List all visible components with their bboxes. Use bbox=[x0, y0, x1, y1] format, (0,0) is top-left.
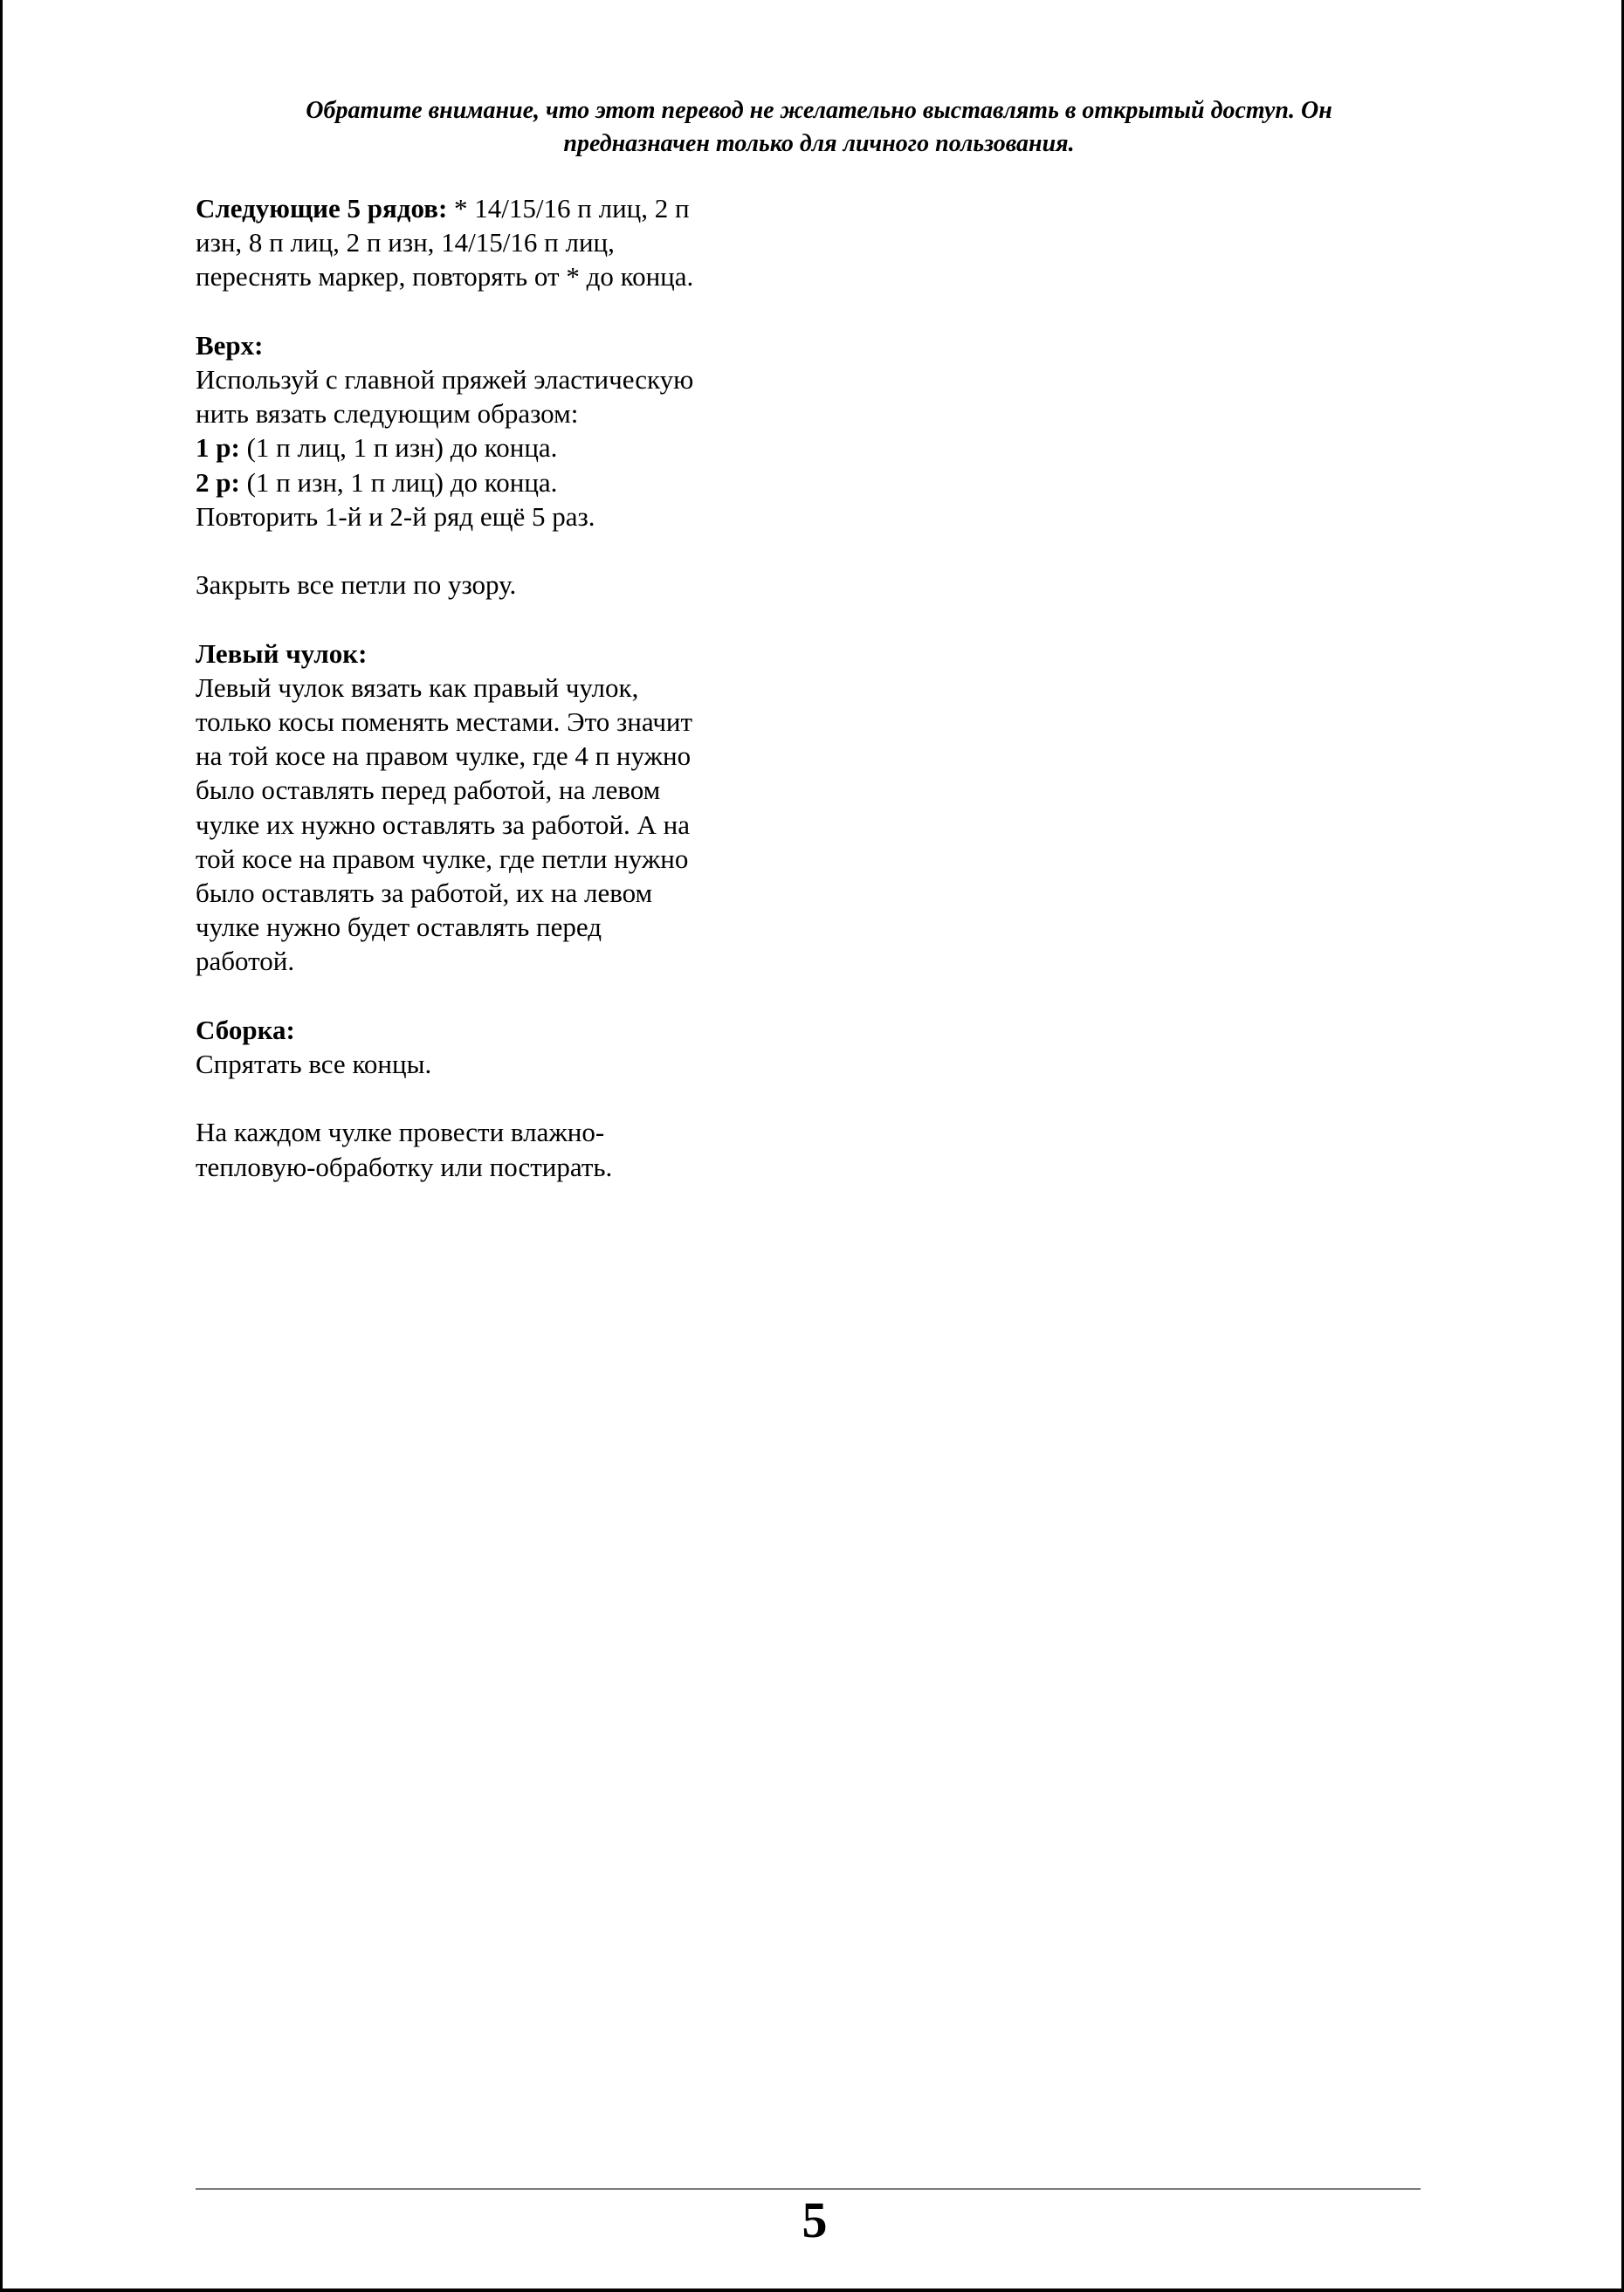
next-rows-text-1: * 14/15/16 п лиц, 2 п bbox=[447, 193, 690, 224]
assembly-heading: Сборка: bbox=[196, 1014, 295, 1045]
top-row-1 bbox=[196, 430, 772, 465]
left-sock-line: чулке их нужно оставлять за работой. А на bbox=[196, 809, 690, 840]
assembly-section bbox=[196, 1013, 772, 1081]
left-sock-section bbox=[196, 637, 772, 979]
next-rows-line-3: переснять маркер, повторять от * до конца. bbox=[196, 261, 694, 293]
left-sock-line: работой. bbox=[196, 946, 295, 977]
bind-off-section bbox=[196, 568, 772, 602]
left-sock-line: только косы поменять местами. Это значит bbox=[196, 706, 693, 737]
top-row-1-label: 1 р: bbox=[196, 432, 240, 464]
left-sock-line: на той косе на правом чулке, где 4 п нужно bbox=[196, 740, 692, 772]
finishing-line-1: На каждом чулке провести влажно- bbox=[196, 1117, 605, 1148]
next-rows-label: Следующие 5 рядов: bbox=[196, 193, 448, 224]
next-rows-line-2: изн, 8 п лиц, 2 п изн, 14/15/16 п лиц, bbox=[196, 227, 615, 258]
left-sock-line: было оставлять за работой, их на левом bbox=[196, 878, 653, 909]
pattern-content bbox=[196, 191, 772, 1218]
privacy-notice-line-2: предназначен только для личного пользования. bbox=[563, 130, 1075, 157]
bind-off-text: Закрыть все петли по узору. bbox=[196, 569, 517, 601]
top-row-2-text: (1 п изн, 1 п лиц) до конца. bbox=[239, 466, 558, 498]
left-sock-line: Левый чулок вязать как правый чулок, bbox=[196, 671, 639, 703]
next-rows-section bbox=[196, 191, 772, 294]
left-sock-line: той косе на правом чулке, где петли нужно bbox=[196, 843, 689, 874]
finishing-line-2: тепловую-обработку или постирать. bbox=[196, 1151, 613, 1182]
left-sock-line: было оставлять перед работой, на левом bbox=[196, 774, 661, 806]
top-row-2 bbox=[196, 465, 772, 499]
next-rows-line-1 bbox=[196, 191, 772, 225]
finishing-section bbox=[196, 1115, 772, 1183]
top-line-1: Используй с главной пряжей эластическую bbox=[196, 364, 694, 395]
left-sock-line: чулке нужно будет оставлять перед bbox=[196, 912, 602, 943]
assembly-line-1: Спрятать все концы. bbox=[196, 1049, 432, 1080]
left-sock-heading: Левый чулок: bbox=[196, 637, 368, 669]
privacy-notice-line-1: Обратите внимание, что этот перевод не желательно выставлять в открытый доступ. Он bbox=[306, 97, 1332, 124]
page-number: 5 bbox=[802, 2192, 828, 2248]
top-repeat: Повторить 1-й и 2-й ряд ещё 5 раз. bbox=[196, 500, 595, 532]
top-heading: Верх: bbox=[196, 329, 264, 361]
privacy-notice bbox=[203, 94, 1435, 161]
top-row-2-label: 2 р: bbox=[196, 466, 240, 498]
top-line-2: нить вязать следующим образом: bbox=[196, 398, 579, 430]
top-row-1-text: (1 п лиц, 1 п изн) до конца. bbox=[239, 432, 558, 464]
top-section bbox=[196, 328, 772, 533]
